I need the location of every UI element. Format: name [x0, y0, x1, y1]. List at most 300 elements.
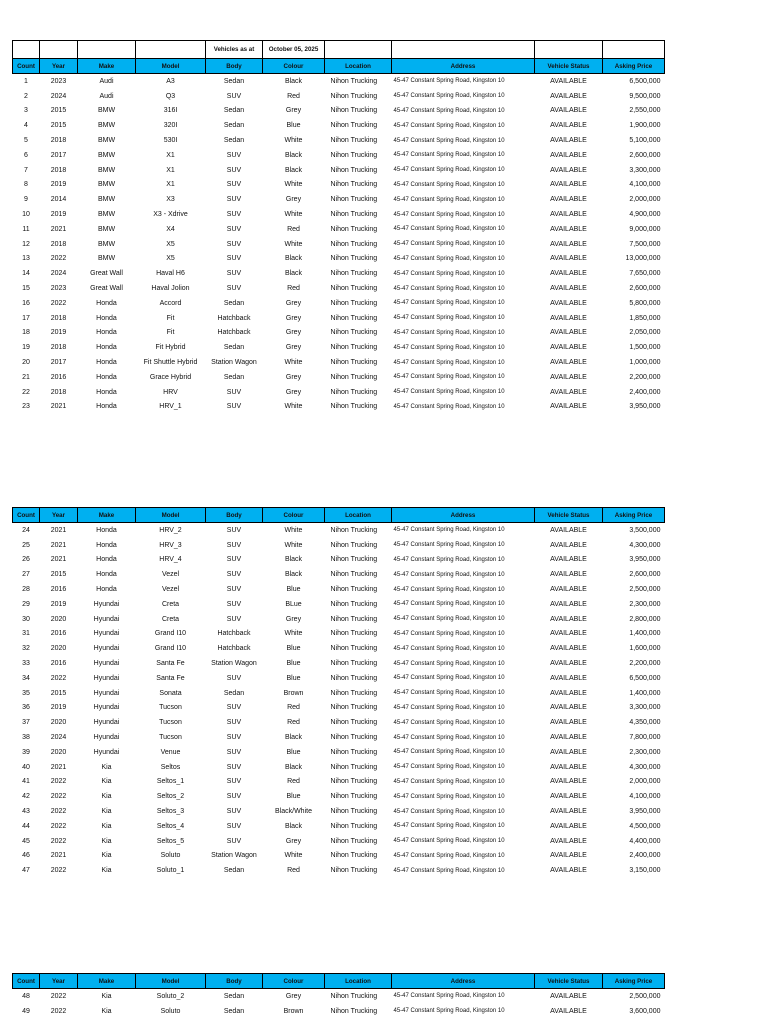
vehicle-table: [12, 507, 665, 878]
year-cell: 2021: [50, 852, 67, 860]
price-cell: 6,500,000: [629, 674, 661, 682]
location-cell: Nihon Trucking: [330, 793, 378, 801]
price-cell: 3,300,000: [629, 704, 661, 712]
count-cell: 49: [22, 1007, 30, 1015]
year-cell: 2017: [50, 151, 67, 159]
price-cell: 2,000,000: [629, 196, 661, 204]
count-cell: 4: [24, 122, 28, 130]
count-cell: 42: [22, 793, 30, 801]
make-cell: Kia: [101, 778, 112, 786]
year-cell: 2023: [50, 77, 67, 85]
price-cell: 2,050,000: [629, 329, 661, 337]
colour-cell: Blue: [286, 660, 301, 668]
table-row: [13, 400, 665, 415]
column-header: Colour: [263, 508, 325, 523]
body-cell: SUV: [226, 600, 242, 608]
location-cell: Nihon Trucking: [330, 689, 378, 697]
make-cell: Kia: [101, 992, 112, 1000]
body-cell: SUV: [226, 181, 242, 189]
colour-cell: Blue: [286, 122, 301, 130]
title-row: [13, 41, 665, 59]
price-cell: 2,550,000: [629, 107, 661, 115]
model-cell: Vezel: [161, 571, 180, 579]
count-cell: 46: [22, 852, 30, 860]
empty-cell: [392, 41, 535, 59]
colour-cell: Red: [287, 92, 300, 100]
colour-cell: Red: [287, 704, 300, 712]
model-cell: 316I: [163, 107, 178, 115]
location-cell: Nihon Trucking: [330, 778, 378, 786]
count-cell: 36: [22, 704, 30, 712]
empty-cell: [13, 41, 40, 59]
price-cell: 3,600,000: [629, 1007, 661, 1015]
address-cell: 45-47 Constant Spring Road, Kingston 10: [393, 359, 505, 366]
location-cell: Nihon Trucking: [330, 299, 378, 307]
colour-cell: Red: [287, 867, 300, 875]
model-cell: Seltos_1: [156, 778, 185, 786]
status-cell: AVAILABLE: [550, 344, 587, 352]
make-cell: Honda: [96, 314, 117, 322]
make-cell: Hyundai: [93, 719, 120, 727]
body-cell: Sedan: [223, 689, 245, 697]
table-row: [13, 104, 665, 119]
make-cell: BMW: [97, 137, 116, 145]
location-cell: Nihon Trucking: [330, 526, 378, 534]
colour-cell: White: [284, 630, 303, 638]
body-cell: SUV: [226, 255, 242, 263]
address-cell: 45-47 Constant Spring Road, Kingston 10: [393, 241, 505, 248]
column-header: Make: [78, 974, 136, 989]
colour-cell: Blue: [286, 645, 301, 653]
price-cell: 5,800,000: [629, 299, 661, 307]
count-cell: 25: [22, 541, 30, 549]
model-cell: X1: [166, 166, 175, 174]
count-cell: 7: [24, 166, 28, 174]
year-cell: 2018: [50, 388, 67, 396]
model-cell: Tucson: [159, 704, 182, 712]
make-cell: Hyundai: [93, 600, 120, 608]
location-cell: Nihon Trucking: [330, 719, 378, 727]
location-cell: Nihon Trucking: [330, 77, 378, 85]
make-cell: BMW: [97, 240, 116, 248]
header-row: [13, 508, 665, 523]
model-cell: X5: [166, 240, 175, 248]
make-cell: Audi: [99, 77, 114, 85]
year-cell: 2015: [50, 107, 67, 115]
body-cell: SUV: [226, 719, 242, 727]
body-cell: SUV: [226, 615, 242, 623]
table-row: [13, 89, 665, 104]
year-cell: 2014: [50, 196, 67, 204]
body-cell: SUV: [226, 734, 242, 742]
colour-cell: Brown: [283, 689, 304, 697]
table-row: [13, 370, 665, 385]
colour-cell: Black: [284, 763, 303, 771]
count-cell: 1: [24, 77, 28, 85]
address-cell: 45-47 Constant Spring Road, Kingston 10: [393, 749, 505, 756]
status-cell: AVAILABLE: [550, 299, 587, 307]
location-cell: Nihon Trucking: [330, 122, 378, 130]
location-cell: Nihon Trucking: [330, 748, 378, 756]
count-cell: 43: [22, 808, 30, 816]
model-cell: Accord: [159, 299, 182, 307]
colour-cell: Grey: [285, 314, 302, 322]
colour-cell: White: [284, 541, 303, 549]
body-cell: Sedan: [223, 77, 245, 85]
address-cell: 45-47 Constant Spring Road, Kingston 10: [393, 93, 505, 100]
colour-cell: Black: [284, 822, 303, 830]
price-cell: 9,500,000: [629, 92, 661, 100]
make-cell: Honda: [96, 329, 117, 337]
table-row: [13, 819, 665, 834]
empty-cell: [78, 41, 136, 59]
body-cell: Hatchback: [217, 329, 251, 337]
model-cell: Creta: [161, 615, 180, 623]
model-cell: Soluto_1: [156, 867, 185, 875]
column-header: Address: [392, 59, 535, 74]
body-cell: SUV: [226, 240, 242, 248]
price-cell: 3,150,000: [629, 867, 661, 875]
body-cell: SUV: [226, 270, 242, 278]
year-cell: 2022: [50, 299, 67, 307]
body-cell: SUV: [226, 526, 242, 534]
body-cell: SUV: [226, 793, 242, 801]
colour-cell: Grey: [285, 992, 302, 1000]
price-cell: 2,400,000: [629, 388, 661, 396]
price-cell: 2,500,000: [629, 992, 661, 1000]
status-cell: AVAILABLE: [550, 166, 587, 174]
table-row: [13, 789, 665, 804]
location-cell: Nihon Trucking: [330, 329, 378, 337]
year-cell: 2022: [50, 1007, 67, 1015]
vehicles-as-at-label: Vehicles as at: [206, 41, 263, 59]
location-cell: Nihon Trucking: [330, 837, 378, 845]
price-cell: 1,850,000: [629, 314, 661, 322]
location-cell: Nihon Trucking: [330, 660, 378, 668]
model-cell: Soluto_2: [156, 992, 185, 1000]
count-cell: 47: [22, 867, 30, 875]
status-cell: AVAILABLE: [550, 211, 587, 219]
model-cell: HRV_2: [159, 526, 182, 534]
table-row: [13, 252, 665, 267]
count-cell: 16: [22, 299, 30, 307]
count-cell: 9: [24, 196, 28, 204]
table-row: [13, 775, 665, 790]
price-cell: 2,400,000: [629, 852, 661, 860]
price-cell: 2,800,000: [629, 615, 661, 623]
empty-cell: [603, 41, 665, 59]
address-cell: 45-47 Constant Spring Road, Kingston 10: [393, 270, 505, 277]
table-row: [13, 745, 665, 760]
model-cell: X1: [166, 151, 175, 159]
column-header: Model: [136, 974, 206, 989]
body-cell: SUV: [226, 92, 242, 100]
status-cell: AVAILABLE: [550, 359, 587, 367]
status-cell: AVAILABLE: [550, 181, 587, 189]
address-cell: 45-47 Constant Spring Road, Kingston 10: [393, 734, 505, 741]
column-header: Year: [40, 508, 78, 523]
count-cell: 34: [22, 674, 30, 682]
body-cell: Sedan: [223, 373, 245, 381]
year-cell: 2016: [50, 373, 67, 381]
year-cell: 2022: [50, 992, 67, 1000]
vehicle-table: [12, 40, 665, 414]
price-cell: 5,100,000: [629, 137, 661, 145]
status-cell: AVAILABLE: [550, 571, 587, 579]
year-cell: 2018: [50, 166, 67, 174]
year-cell: 2022: [50, 837, 67, 845]
body-cell: Sedan: [223, 992, 245, 1000]
model-cell: HRV_1: [159, 403, 182, 411]
count-cell: 44: [22, 822, 30, 830]
status-cell: AVAILABLE: [550, 822, 587, 830]
table-row: [13, 148, 665, 163]
model-cell: Creta: [161, 600, 180, 608]
year-cell: 2019: [50, 181, 67, 189]
column-header: Count: [13, 508, 40, 523]
make-cell: Hyundai: [93, 630, 120, 638]
column-header: Model: [136, 508, 206, 523]
colour-cell: Grey: [285, 107, 302, 115]
year-cell: 2023: [50, 285, 67, 293]
body-cell: SUV: [226, 556, 242, 564]
table-row: [13, 730, 665, 745]
make-cell: BMW: [97, 196, 116, 204]
model-cell: Grace Hybrid: [149, 373, 192, 381]
year-cell: 2022: [50, 674, 67, 682]
status-cell: AVAILABLE: [550, 808, 587, 816]
column-header: Vehicle Status: [535, 508, 603, 523]
model-cell: 320I: [163, 122, 178, 130]
year-cell: 2018: [50, 314, 67, 322]
table-row: [13, 340, 665, 355]
location-cell: Nihon Trucking: [330, 615, 378, 623]
make-cell: BMW: [97, 151, 116, 159]
make-cell: Kia: [101, 867, 112, 875]
colour-cell: Red: [287, 719, 300, 727]
colour-cell: White: [284, 403, 303, 411]
year-cell: 2022: [50, 808, 67, 816]
price-cell: 2,200,000: [629, 660, 661, 668]
year-cell: 2020: [50, 615, 67, 623]
status-cell: AVAILABLE: [550, 763, 587, 771]
address-cell: 45-47 Constant Spring Road, Kingston 10: [393, 389, 505, 396]
model-cell: Sonata: [159, 689, 182, 697]
address-cell: 45-47 Constant Spring Road, Kingston 10: [393, 704, 505, 711]
body-cell: SUV: [226, 837, 242, 845]
body-cell: SUV: [226, 388, 242, 396]
table-row: [13, 133, 665, 148]
model-cell: X1: [166, 181, 175, 189]
body-cell: SUV: [226, 211, 242, 219]
price-cell: 4,350,000: [629, 719, 661, 727]
price-cell: 7,500,000: [629, 240, 661, 248]
table-row: [13, 237, 665, 252]
status-cell: AVAILABLE: [550, 92, 587, 100]
year-cell: 2022: [50, 778, 67, 786]
location-cell: Nihon Trucking: [330, 314, 378, 322]
address-cell: 45-47 Constant Spring Road, Kingston 10: [393, 107, 505, 114]
address-cell: 45-47 Constant Spring Road, Kingston 10: [393, 556, 505, 563]
count-cell: 33: [22, 660, 30, 668]
model-cell: Fit Hybrid: [155, 344, 186, 352]
status-cell: AVAILABLE: [550, 748, 587, 756]
header-row: [13, 59, 665, 74]
body-cell: SUV: [226, 778, 242, 786]
model-cell: Soluto: [160, 1007, 181, 1015]
table-row: [13, 538, 665, 553]
status-cell: AVAILABLE: [550, 837, 587, 845]
price-cell: 7,650,000: [629, 270, 661, 278]
address-cell: 45-47 Constant Spring Road, Kingston 10: [393, 645, 505, 652]
count-cell: 10: [22, 211, 30, 219]
colour-cell: Grey: [285, 196, 302, 204]
year-cell: 2016: [50, 630, 67, 638]
body-cell: Hatchback: [217, 630, 251, 638]
status-cell: AVAILABLE: [550, 1007, 587, 1015]
column-header: Colour: [263, 974, 325, 989]
body-cell: SUV: [226, 571, 242, 579]
status-cell: AVAILABLE: [550, 77, 587, 85]
price-cell: 4,300,000: [629, 541, 661, 549]
count-cell: 6: [24, 151, 28, 159]
colour-cell: Black: [284, 556, 303, 564]
year-cell: 2019: [50, 600, 67, 608]
address-cell: 45-47 Constant Spring Road, Kingston 10: [393, 255, 505, 262]
model-cell: Fit: [166, 329, 175, 337]
table-row: [13, 1004, 665, 1019]
address-cell: 45-47 Constant Spring Road, Kingston 10: [393, 167, 505, 174]
address-cell: 45-47 Constant Spring Road, Kingston 10: [393, 78, 505, 85]
year-cell: 2020: [50, 748, 67, 756]
status-cell: AVAILABLE: [550, 151, 587, 159]
column-header: Location: [325, 59, 392, 74]
model-cell: 530I: [163, 137, 178, 145]
table-row: [13, 207, 665, 222]
location-cell: Nihon Trucking: [330, 992, 378, 1000]
price-cell: 4,100,000: [629, 181, 661, 189]
address-cell: 45-47 Constant Spring Road, Kingston 10: [393, 329, 505, 336]
count-cell: 13: [22, 255, 30, 263]
empty-cell: [325, 41, 392, 59]
count-cell: 27: [22, 571, 30, 579]
location-cell: Nihon Trucking: [330, 586, 378, 594]
status-cell: AVAILABLE: [550, 734, 587, 742]
body-cell: Station Wagon: [211, 660, 257, 668]
column-header: Asking Price: [603, 974, 665, 989]
address-cell: 45-47 Constant Spring Road, Kingston 10: [393, 675, 505, 682]
make-cell: BMW: [97, 211, 116, 219]
column-header: Colour: [263, 59, 325, 74]
make-cell: Honda: [96, 571, 117, 579]
location-cell: Nihon Trucking: [330, 255, 378, 263]
colour-cell: Grey: [285, 373, 302, 381]
address-cell: 45-47 Constant Spring Road, Kingston 10: [393, 993, 505, 1000]
location-cell: Nihon Trucking: [330, 556, 378, 564]
status-cell: AVAILABLE: [550, 122, 587, 130]
model-cell: Seltos_4: [156, 822, 185, 830]
model-cell: Grand I10: [154, 645, 187, 653]
price-cell: 7,800,000: [629, 734, 661, 742]
location-cell: Nihon Trucking: [330, 571, 378, 579]
address-cell: 45-47 Constant Spring Road, Kingston 10: [393, 808, 505, 815]
year-cell: 2015: [50, 571, 67, 579]
make-cell: Hyundai: [93, 704, 120, 712]
location-cell: Nihon Trucking: [330, 674, 378, 682]
price-cell: 1,900,000: [629, 122, 661, 130]
make-cell: BMW: [97, 181, 116, 189]
model-cell: Haval Jolion: [151, 285, 190, 293]
column-header: Vehicle Status: [535, 974, 603, 989]
make-cell: Honda: [96, 403, 117, 411]
make-cell: Hyundai: [93, 660, 120, 668]
body-cell: SUV: [226, 808, 242, 816]
status-cell: AVAILABLE: [550, 630, 587, 638]
price-cell: 2,300,000: [629, 600, 661, 608]
location-cell: Nihon Trucking: [330, 359, 378, 367]
colour-cell: Black: [284, 270, 303, 278]
column-header: Year: [40, 974, 78, 989]
body-cell: SUV: [226, 285, 242, 293]
count-cell: 23: [22, 403, 30, 411]
make-cell: Honda: [96, 344, 117, 352]
model-cell: Tucson: [159, 734, 182, 742]
body-cell: SUV: [226, 822, 242, 830]
location-cell: Nihon Trucking: [330, 763, 378, 771]
make-cell: Honda: [96, 541, 117, 549]
year-cell: 2022: [50, 867, 67, 875]
status-cell: AVAILABLE: [550, 992, 587, 1000]
address-cell: 45-47 Constant Spring Road, Kingston 10: [393, 838, 505, 845]
address-cell: 45-47 Constant Spring Road, Kingston 10: [393, 403, 505, 410]
location-cell: Nihon Trucking: [330, 704, 378, 712]
inventory-section-1: [12, 40, 665, 414]
make-cell: Hyundai: [93, 645, 120, 653]
table-row: [13, 74, 665, 89]
table-row: [13, 355, 665, 370]
status-cell: AVAILABLE: [550, 270, 587, 278]
model-cell: X5: [166, 255, 175, 263]
body-cell: Sedan: [223, 344, 245, 352]
colour-cell: Black: [284, 734, 303, 742]
make-cell: Kia: [101, 837, 112, 845]
status-cell: AVAILABLE: [550, 285, 587, 293]
address-cell: 45-47 Constant Spring Road, Kingston 10: [393, 660, 505, 667]
year-cell: 2017: [50, 359, 67, 367]
model-cell: HRV_3: [159, 541, 182, 549]
year-cell: 2015: [50, 122, 67, 130]
body-cell: SUV: [226, 166, 242, 174]
colour-cell: Blue: [286, 748, 301, 756]
count-cell: 39: [22, 748, 30, 756]
address-cell: 45-47 Constant Spring Road, Kingston 10: [393, 211, 505, 218]
address-cell: 45-47 Constant Spring Road, Kingston 10: [393, 630, 505, 637]
make-cell: BMW: [97, 255, 116, 263]
colour-cell: Blue: [286, 674, 301, 682]
price-cell: 2,000,000: [629, 778, 661, 786]
column-header: Location: [325, 974, 392, 989]
location-cell: Nihon Trucking: [330, 151, 378, 159]
colour-cell: Black: [284, 166, 303, 174]
status-cell: AVAILABLE: [550, 329, 587, 337]
location-cell: Nihon Trucking: [330, 166, 378, 174]
colour-cell: Black: [284, 77, 303, 85]
table-row: [13, 849, 665, 864]
count-cell: 40: [22, 763, 30, 771]
price-cell: 4,900,000: [629, 211, 661, 219]
price-cell: 4,400,000: [629, 837, 661, 845]
body-cell: Sedan: [223, 867, 245, 875]
